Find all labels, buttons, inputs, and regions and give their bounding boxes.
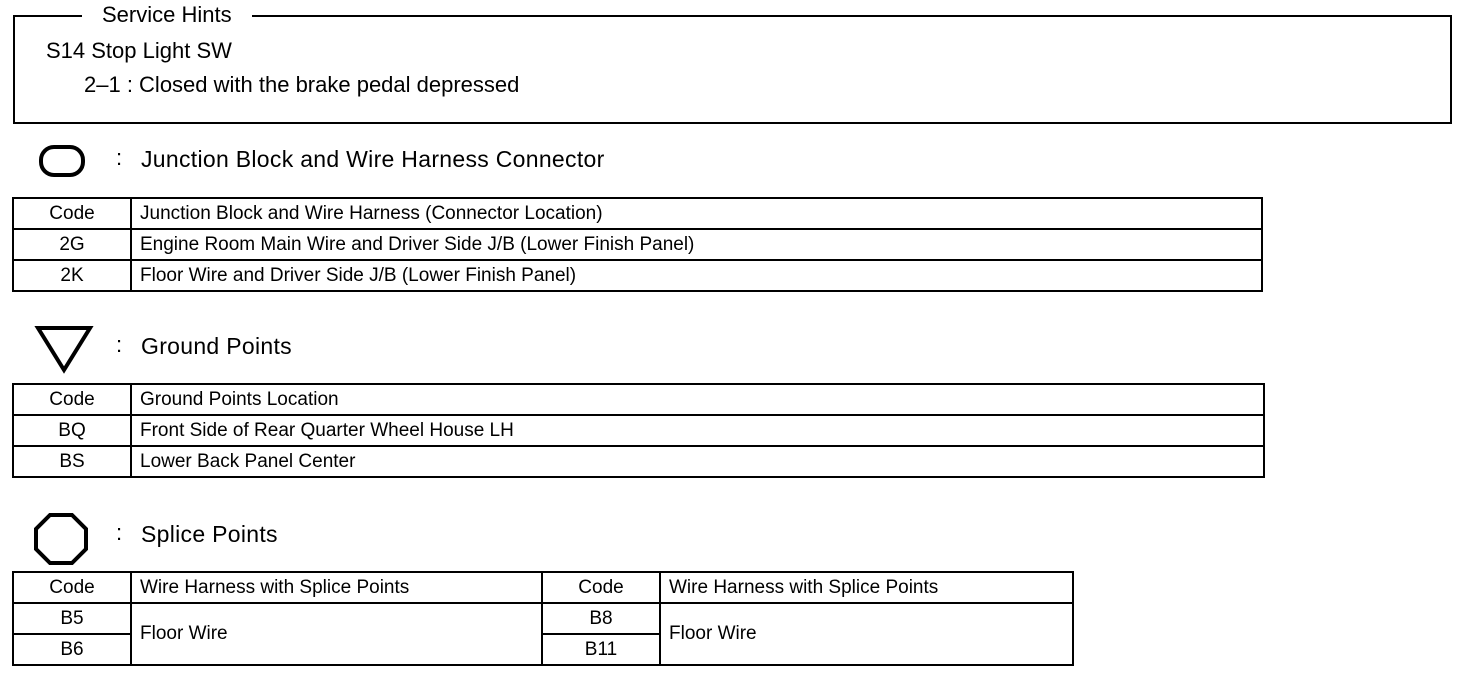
- table-row: [13, 415, 1264, 446]
- row-code: B11: [542, 634, 660, 665]
- service-hints-title: Service Hints: [82, 2, 252, 28]
- row-code: 2G: [13, 229, 131, 260]
- service-hints-box: [13, 15, 1452, 124]
- ground-triangle-icon: [34, 324, 94, 374]
- row-desc: Front Side of Rear Quarter Wheel House LH: [131, 415, 1264, 446]
- ground-table: [12, 383, 1265, 478]
- row-desc: Floor Wire and Driver Side J/B (Lower Finish Panel): [131, 260, 1262, 291]
- row-harness: Floor Wire: [131, 603, 542, 665]
- row-code: B6: [13, 634, 131, 665]
- hint-detail: 2–1 : Closed with the brake pedal depressed: [84, 72, 520, 97]
- table-header-row: [13, 572, 1073, 603]
- header-location: Ground Points Location: [131, 384, 1264, 415]
- splice-colon: :: [116, 520, 123, 545]
- row-code: 2K: [13, 260, 131, 291]
- splice-table: [12, 571, 1074, 666]
- table-row: [13, 229, 1262, 260]
- ground-colon: :: [116, 332, 123, 357]
- junction-section-title: Junction Block and Wire Harness Connector: [141, 146, 605, 172]
- junction-colon: :: [116, 145, 123, 170]
- row-code: BQ: [13, 415, 131, 446]
- table-row: [13, 603, 1073, 634]
- table-row: [13, 446, 1264, 477]
- row-code: BS: [13, 446, 131, 477]
- ground-section-title: Ground Points: [141, 333, 292, 359]
- splice-section-title: Splice Points: [141, 521, 278, 547]
- hint-component: S14 Stop Light SW: [46, 38, 232, 63]
- header-code: Code: [542, 572, 660, 603]
- table-row: [13, 260, 1262, 291]
- junction-connector-icon: [38, 144, 88, 178]
- splice-octagon-icon: [33, 512, 89, 566]
- row-desc: Lower Back Panel Center: [131, 446, 1264, 477]
- row-harness: Floor Wire: [660, 603, 1073, 665]
- header-code: Code: [13, 198, 131, 229]
- header-code: Code: [13, 384, 131, 415]
- header-location: Junction Block and Wire Harness (Connector Location): [131, 198, 1262, 229]
- table-header-row: [13, 384, 1264, 415]
- junction-table: [12, 197, 1263, 292]
- header-harness: Wire Harness with Splice Points: [660, 572, 1073, 603]
- row-code: B5: [13, 603, 131, 634]
- row-desc: Engine Room Main Wire and Driver Side J/B (Lower Finish Panel): [131, 229, 1262, 260]
- header-harness: Wire Harness with Splice Points: [131, 572, 542, 603]
- header-code: Code: [13, 572, 131, 603]
- row-code: B8: [542, 603, 660, 634]
- table-header-row: [13, 198, 1262, 229]
